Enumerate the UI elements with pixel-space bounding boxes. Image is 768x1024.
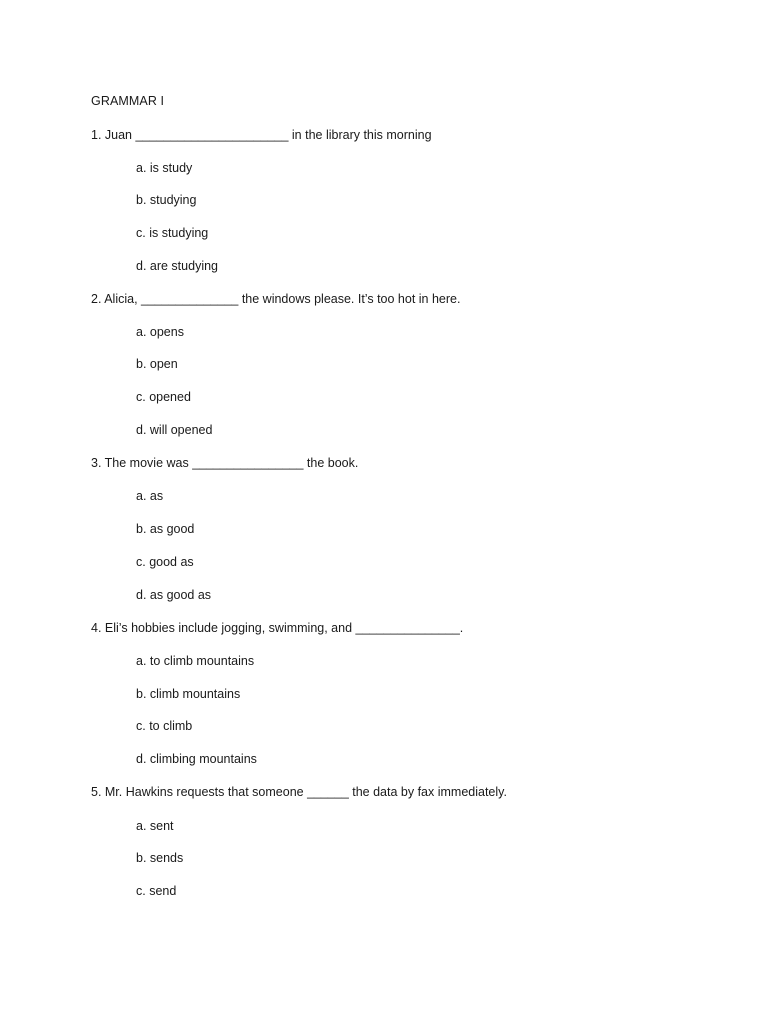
- question-1-option-c: c. is studying: [136, 226, 209, 240]
- question-2-stem: 2. Alicia, ______________ the windows please. It’s too hot in here.: [91, 292, 461, 306]
- question-2-option-a: a. opens: [136, 325, 184, 339]
- question-3-stem: 3. The movie was ________________ the book.: [91, 456, 359, 470]
- question-4-stem: 4. Eli’s hobbies include jogging, swimming, and _______________.: [91, 621, 464, 635]
- question-2-option-b: b. open: [136, 357, 178, 371]
- question-5-stem: 5. Mr. Hawkins requests that someone ______ the data by fax immediately.: [91, 785, 507, 799]
- question-2-option-d: d. will opened: [136, 423, 213, 437]
- question-2-option-c: c. opened: [136, 390, 191, 404]
- question-5-option-b: b. sends: [136, 851, 184, 865]
- question-5-option-c: c. send: [136, 884, 177, 898]
- question-3-option-a: a. as: [136, 489, 164, 503]
- question-4-option-c: c. to climb: [136, 719, 193, 733]
- question-4-option-b: b. climb mountains: [136, 687, 241, 701]
- question-3-option-b: b. as good: [136, 522, 195, 536]
- question-3-option-c: c. good as: [136, 555, 194, 569]
- question-1-option-d: d. are studying: [136, 259, 218, 273]
- question-4-option-a: a. to climb mountains: [136, 654, 255, 668]
- question-1-option-b: b. studying: [136, 193, 197, 207]
- question-4-option-d: d. climbing mountains: [136, 752, 257, 766]
- question-1-stem: 1. Juan ______________________ in the library this morning: [91, 128, 432, 142]
- document-title: GRAMMAR I: [91, 94, 165, 108]
- question-3-option-d: d. as good as: [136, 588, 212, 602]
- question-5-option-a: a. sent: [136, 819, 174, 833]
- question-1-option-a: a. is study: [136, 161, 193, 175]
